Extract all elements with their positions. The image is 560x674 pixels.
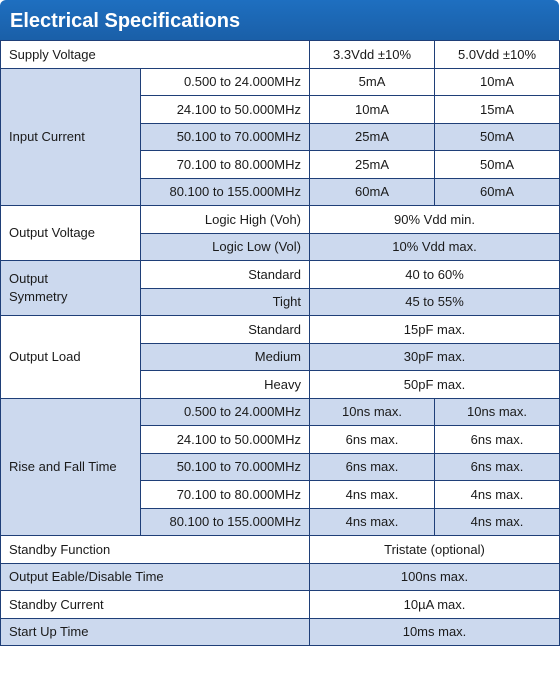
input-current-v1: 25mA <box>310 151 435 179</box>
table-row <box>1 398 560 426</box>
rise-fall-v1: 4ns max. <box>310 508 435 536</box>
rise-fall-range: 50.100 to 70.000MHz <box>141 453 310 481</box>
input-current-v1: 5mA <box>310 68 435 96</box>
input-current-v1: 25mA <box>310 123 435 151</box>
output-symmetry-value: 45 to 55% <box>310 288 560 316</box>
rise-fall-v1: 6ns max. <box>310 426 435 454</box>
input-current-range: 24.100 to 50.000MHz <box>141 96 310 124</box>
output-voltage-label: Output Voltage <box>1 206 141 261</box>
rise-fall-range: 80.100 to 155.000MHz <box>141 508 310 536</box>
rise-fall-v1: 4ns max. <box>310 481 435 509</box>
output-load-value: 15pF max. <box>310 316 560 344</box>
standby-function-value: Tristate (optional) <box>310 536 560 564</box>
enable-disable-time-label: Output Eable/Disable Time <box>1 563 310 591</box>
output-load-name: Standard <box>141 316 310 344</box>
output-voltage-name: Logic Low (Vol) <box>141 233 310 261</box>
input-current-v2: 60mA <box>435 178 560 206</box>
start-up-time-value: 10ms max. <box>310 618 560 646</box>
input-current-v2: 50mA <box>435 123 560 151</box>
output-symmetry-label-text: Output Symmetry <box>9 271 68 304</box>
input-current-v1: 60mA <box>310 178 435 206</box>
input-current-range: 70.100 to 80.000MHz <box>141 151 310 179</box>
table-row <box>1 206 560 234</box>
input-current-label: Input Current <box>1 68 141 206</box>
table-row <box>1 316 560 344</box>
supply-voltage-label: Supply Voltage <box>1 41 310 69</box>
standby-current-label: Standby Current <box>1 591 310 619</box>
supply-voltage-col2: 5.0Vdd ±10% <box>435 41 560 69</box>
input-current-range: 0.500 to 24.000MHz <box>141 68 310 96</box>
rise-fall-range: 24.100 to 50.000MHz <box>141 426 310 454</box>
output-load-label: Output Load <box>1 316 141 399</box>
output-symmetry-value: 40 to 60% <box>310 261 560 289</box>
output-voltage-value: 90% Vdd min. <box>310 206 560 234</box>
rise-fall-v1: 6ns max. <box>310 453 435 481</box>
rise-fall-range: 0.500 to 24.000MHz <box>141 398 310 426</box>
rise-fall-v2: 4ns max. <box>435 508 560 536</box>
output-voltage-name: Logic High (Voh) <box>141 206 310 234</box>
rise-fall-label: Rise and Fall Time <box>1 398 141 536</box>
output-load-value: 50pF max. <box>310 371 560 399</box>
input-current-v2: 15mA <box>435 96 560 124</box>
table-row <box>1 261 560 289</box>
output-symmetry-name: Tight <box>141 288 310 316</box>
table-row <box>1 618 560 646</box>
enable-disable-time-value: 100ns max. <box>310 563 560 591</box>
spec-table <box>0 40 560 646</box>
rise-fall-range: 70.100 to 80.000MHz <box>141 481 310 509</box>
rise-fall-v2: 4ns max. <box>435 481 560 509</box>
output-load-name: Medium <box>141 343 310 371</box>
input-current-v2: 10mA <box>435 68 560 96</box>
table-row <box>1 68 560 96</box>
output-voltage-value: 10% Vdd max. <box>310 233 560 261</box>
output-symmetry-label <box>1 261 141 316</box>
table-row <box>1 563 560 591</box>
table-row <box>1 41 560 69</box>
input-current-range: 80.100 to 155.000MHz <box>141 178 310 206</box>
standby-function-label: Standby Function <box>1 536 310 564</box>
output-symmetry-name: Standard <box>141 261 310 289</box>
table-row <box>1 536 560 564</box>
page-title: Electrical Specifications <box>0 0 559 40</box>
input-current-range: 50.100 to 70.000MHz <box>141 123 310 151</box>
rise-fall-v1: 10ns max. <box>310 398 435 426</box>
supply-voltage-col1: 3.3Vdd ±10% <box>310 41 435 69</box>
start-up-time-label: Start Up Time <box>1 618 310 646</box>
table-row <box>1 591 560 619</box>
input-current-v1: 10mA <box>310 96 435 124</box>
input-current-v2: 50mA <box>435 151 560 179</box>
rise-fall-v2: 6ns max. <box>435 453 560 481</box>
output-load-name: Heavy <box>141 371 310 399</box>
standby-current-value: 10µA max. <box>310 591 560 619</box>
rise-fall-v2: 10ns max. <box>435 398 560 426</box>
rise-fall-v2: 6ns max. <box>435 426 560 454</box>
output-load-value: 30pF max. <box>310 343 560 371</box>
